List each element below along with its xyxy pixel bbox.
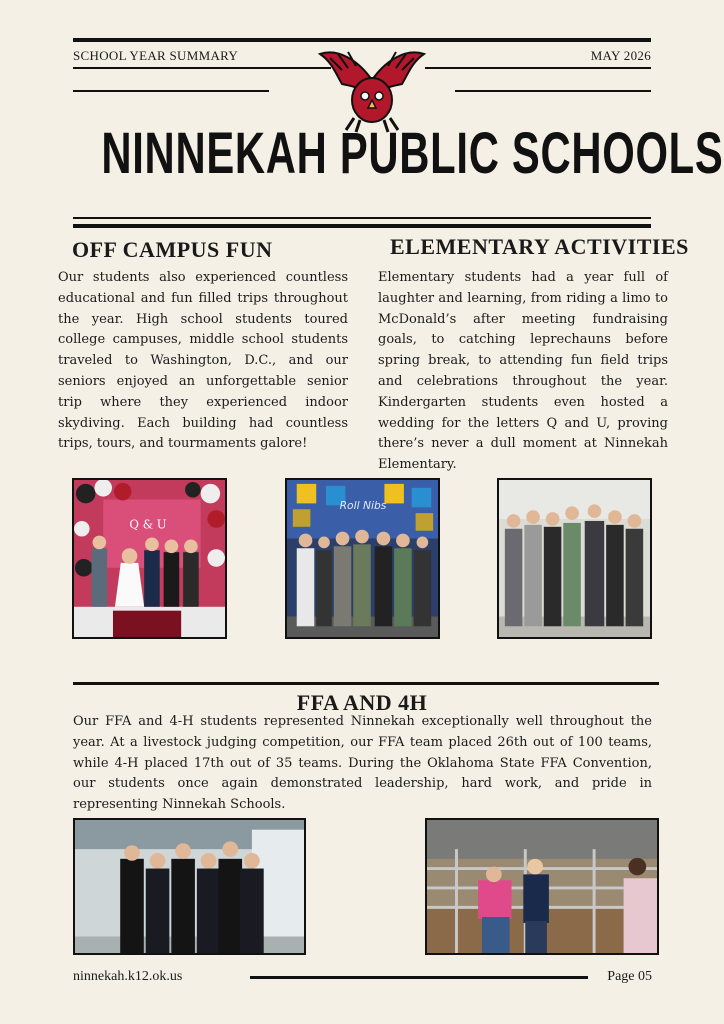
photo-kindergarten-wedding bbox=[72, 478, 227, 639]
footer-url[interactable]: ninnekah.k12.ok.us bbox=[73, 969, 183, 984]
ffa-body: Our FFA and 4-H students represented Ninnekah exceptionally well throughout the year. At a livestock judging competition, our FFA team placed 26th out of 100 teams, while 4-H placed 17th out of 35 teams. During the Oklahoma State FFA Convention, our students once again demonstrated leadership, hard work, and pride in representing Ninnekah Schools. bbox=[73, 714, 652, 813]
ffa-rule bbox=[73, 682, 659, 685]
header-short-rule-right bbox=[455, 90, 651, 92]
photo2-sign: Roll Nibs bbox=[339, 499, 387, 513]
header-rule-right bbox=[425, 67, 651, 69]
photo-livestock-judging bbox=[425, 818, 659, 955]
masthead-title: NINNEKAH PUBLIC SCHOOLS bbox=[101, 121, 724, 186]
photo-roller-skating-group bbox=[285, 478, 440, 639]
photo-ffa-convention bbox=[73, 818, 306, 955]
header-left-label: SCHOOL YEAR SUMMARY bbox=[73, 48, 239, 63]
footer-rule bbox=[250, 976, 588, 979]
header-right-label: MAY 2026 bbox=[590, 48, 651, 63]
footer-page-number: Page 05 bbox=[607, 969, 652, 984]
header-rule-left bbox=[73, 67, 331, 69]
masthead-rule-2 bbox=[73, 224, 651, 228]
ffa-heading: FFA AND 4H bbox=[296, 690, 428, 715]
photo-campus-tour-group bbox=[497, 478, 652, 639]
off-campus-body: Our students also experienced countless educational and fun filled trips throughout the year. High school students toured college campuses, middle school students traveled to Washington, D.C., and our seniors enjoyed an unforgettable senior trip where they experienced indoor skydiving. Each building had countless trips, tours, and tourmaments galore! bbox=[58, 270, 348, 452]
header-short-rule-left bbox=[73, 90, 269, 92]
elementary-heading: ELEMENTARY ACTIVITIES bbox=[390, 234, 689, 259]
elementary-body: Elementary students had a year full of laughter and learning, from riding a limo to McDonald’s after meeting fundraising goals, to catching leprechauns before spring break, to attending fun field trips and celebrations throughout the year. Kindergarten students even hosted a wedding for the letters Q and U, proving there’s never a dull moment at Ninnekah Elementary. bbox=[378, 270, 668, 473]
photo1-sign: Q & U bbox=[129, 517, 167, 532]
masthead-rule-1 bbox=[73, 217, 651, 219]
off-campus-heading: OFF CAMPUS FUN bbox=[72, 237, 273, 262]
